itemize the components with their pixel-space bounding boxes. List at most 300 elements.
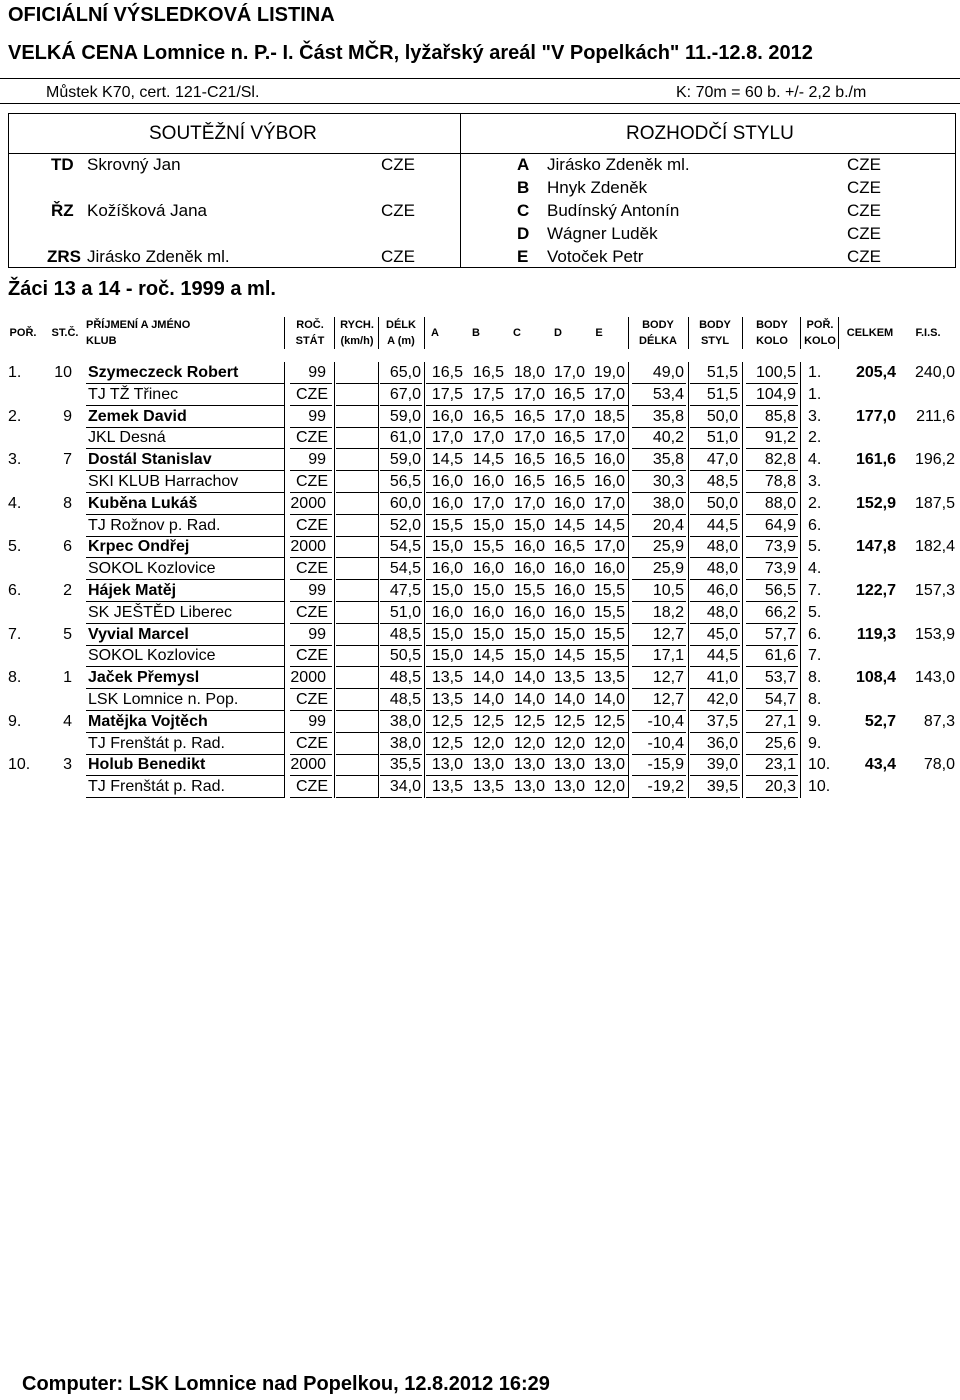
judge-score: 17,0 (553, 364, 585, 381)
points-round: 53,7 (764, 669, 796, 687)
cell-separator (424, 384, 425, 406)
cell-separator (688, 667, 689, 689)
cell-separator (628, 471, 629, 493)
cell-separator (742, 667, 743, 689)
points-distance: 20,4 (652, 516, 684, 534)
round-rank: 6. (808, 516, 822, 534)
cell-separator (424, 362, 425, 384)
judge-score: 17,0 (553, 407, 585, 425)
rank: 3. (8, 451, 22, 469)
round-rank: 2. (808, 494, 822, 512)
judge-score: 15,5 (431, 516, 463, 534)
points-style: 46,0 (706, 582, 738, 599)
footer-computer: Computer: LSK Lomnice nad Popelkou, 12.8.2012 16:29 (22, 1373, 550, 1395)
cell-separator (334, 754, 335, 776)
judge-score: 12,5 (553, 712, 585, 730)
cell-separator (334, 493, 335, 515)
athlete-name: Dostál Stanislav (88, 451, 212, 469)
judge-score: 17,0 (593, 494, 625, 512)
round-rank: 6. (808, 625, 822, 643)
round-rank: 10. (808, 778, 831, 796)
judge-score: 12,5 (593, 712, 625, 730)
col-bib: ST.Č. (51, 327, 79, 339)
judge-score: 15,0 (553, 625, 585, 643)
judge-score: 16,0 (513, 538, 545, 556)
round-rank: 4. (808, 451, 822, 469)
col-speed-line2: (km/h) (340, 335, 374, 347)
cell-separator (334, 580, 335, 602)
judge-score: 16,5 (553, 451, 585, 469)
judge-score: 14,0 (553, 691, 585, 708)
cell-separator (284, 493, 285, 515)
cell-separator (688, 449, 689, 471)
points-style: 50,0 (706, 494, 738, 512)
fis-points: 153,9 (914, 625, 955, 643)
athlete-name: Matějka Vojtěch (88, 712, 208, 730)
cell-separator (424, 427, 425, 449)
bib: 3 (63, 756, 72, 774)
cell-separator (628, 667, 629, 689)
points-distance: -15,9 (647, 756, 684, 774)
fis-points: 143,0 (914, 669, 955, 687)
cell-underline (86, 797, 284, 798)
birth-year: 99 (308, 407, 326, 425)
cell-separator (334, 384, 335, 406)
cell-separator (378, 689, 379, 711)
judge-score: 15,0 (472, 516, 504, 534)
judge-score: 16,0 (593, 451, 625, 469)
judge-score: 17,0 (513, 385, 545, 403)
cell-separator (688, 754, 689, 776)
judge-score: 16,5 (553, 538, 585, 556)
points-distance: 12,7 (652, 625, 684, 643)
cell-separator (378, 602, 379, 624)
points-distance: 35,8 (652, 451, 684, 469)
cell-separator (800, 645, 801, 667)
cell-separator (628, 406, 629, 428)
athlete-name: Vyvial Marcel (88, 625, 189, 643)
points-round: 25,6 (764, 734, 796, 752)
points-style: 47,0 (706, 451, 738, 469)
cell-separator (628, 711, 629, 733)
points-style: 45,0 (706, 625, 738, 643)
fis-points: 240,0 (914, 364, 955, 381)
cell-separator (284, 754, 285, 776)
distance: 61,0 (389, 429, 421, 447)
col-judge-d: D (554, 327, 562, 339)
judge-score: 14,0 (472, 669, 504, 687)
judge-score: 15,5 (593, 582, 625, 599)
cell-separator (742, 733, 743, 755)
cell-separator (334, 776, 335, 798)
bib: 4 (63, 712, 72, 730)
result-row-round2 (0, 733, 960, 755)
birth-year: 2000 (290, 756, 326, 774)
cell-separator (628, 624, 629, 646)
points-style: 51,5 (706, 385, 738, 403)
points-style: 48,5 (706, 473, 738, 490)
k-point-info: K: 70m = 60 b. +/- 2,2 b./m (676, 84, 867, 101)
cell-separator (688, 689, 689, 711)
points-distance: -19,2 (647, 778, 684, 796)
nation: CZE (296, 473, 328, 490)
nation: CZE (296, 734, 328, 752)
cell-separator (284, 711, 285, 733)
rank: 7. (8, 625, 22, 643)
judge-score: 17,0 (472, 429, 504, 447)
cell-separator (378, 493, 379, 515)
distance: 51,0 (389, 603, 421, 621)
total-points: 108,4 (855, 669, 896, 687)
distance: 65,0 (389, 364, 421, 381)
birth-year: 99 (308, 582, 326, 599)
judge-score: 15,5 (593, 603, 625, 621)
points-style: 51,0 (706, 429, 738, 447)
judge-score: 18,5 (593, 407, 625, 425)
cell-separator (424, 558, 425, 580)
col-name-line2: KLUB (86, 335, 117, 347)
result-row-round2 (0, 645, 960, 667)
result-row (0, 493, 960, 515)
judge-score: 16,5 (553, 473, 585, 490)
judge-score: 16,5 (513, 407, 545, 425)
cell-separator (688, 515, 689, 537)
judge-score: 14,0 (593, 691, 625, 708)
judge-score: 12,0 (513, 734, 545, 752)
nation: CZE (296, 647, 328, 665)
cell-separator (378, 754, 379, 776)
col-points-distance-line2: DÉLKA (639, 335, 677, 347)
points-style: 37,5 (706, 712, 738, 730)
judge-score: 13,0 (472, 756, 504, 774)
hill-info: Můstek K70, cert. 121-C21/Sl. (46, 84, 260, 101)
col-year-line1: ROČ. (296, 319, 324, 331)
divider (0, 103, 960, 104)
cell-separator (378, 427, 379, 449)
result-row (0, 754, 960, 776)
judge-letter: D (517, 224, 530, 243)
points-distance: -10,4 (647, 712, 684, 730)
points-distance: 18,2 (652, 603, 684, 621)
judge-nation: CZE (847, 224, 881, 243)
points-round: 82,8 (764, 451, 796, 469)
cell-separator (742, 776, 743, 798)
nation: CZE (296, 516, 328, 534)
bib: 6 (63, 538, 72, 556)
sep-judges (628, 317, 629, 349)
col-judge-c: C (513, 327, 521, 339)
col-points-style-line1: BODY (699, 319, 731, 331)
points-distance: 49,0 (652, 364, 684, 381)
cell-separator (334, 711, 335, 733)
cell-separator (800, 449, 801, 471)
cell-separator (688, 624, 689, 646)
points-round: 64,9 (764, 516, 796, 534)
points-distance: 53,4 (652, 385, 684, 403)
cell-separator (688, 580, 689, 602)
judge-score: 17,0 (431, 429, 463, 447)
divider (0, 78, 960, 79)
points-style: 42,0 (706, 691, 738, 708)
rank: 9. (8, 712, 22, 730)
points-round: 100,5 (755, 364, 796, 381)
nation: CZE (296, 603, 328, 621)
cell-underline (632, 797, 686, 798)
cell-separator (334, 536, 335, 558)
cell-separator (800, 602, 801, 624)
cell-separator (424, 776, 425, 798)
cell-separator (800, 515, 801, 537)
athlete-name: Szymeczeck Robert (88, 364, 239, 381)
committee-nation: CZE (381, 155, 415, 174)
judge-score: 16,0 (431, 494, 463, 512)
judge-score: 16,0 (593, 473, 625, 490)
cell-separator (334, 427, 335, 449)
judge-score: 15,0 (431, 582, 463, 599)
col-points-round-line2: KOLO (756, 335, 788, 347)
judge-name: Budínský Antonín (547, 201, 680, 220)
distance: 59,0 (389, 451, 421, 469)
nation: CZE (296, 778, 328, 796)
judge-nation: CZE (847, 247, 881, 266)
cell-separator (742, 471, 743, 493)
cell-separator (334, 733, 335, 755)
cell-separator (284, 427, 285, 449)
judge-score: 12,0 (553, 734, 585, 752)
athlete-name: Jaček Přemysl (88, 669, 200, 687)
distance: 48,5 (389, 669, 421, 687)
cell-underline (380, 797, 422, 798)
judge-score: 14,5 (431, 451, 463, 469)
distance: 67,0 (389, 385, 421, 403)
cell-separator (378, 449, 379, 471)
cell-separator (800, 733, 801, 755)
cell-separator (424, 406, 425, 428)
judge-score: 16,5 (553, 429, 585, 447)
rank: 4. (8, 494, 22, 512)
judge-score: 15,0 (431, 647, 463, 665)
cell-separator (284, 384, 285, 406)
distance: 59,0 (389, 407, 421, 425)
sep-pr (800, 317, 801, 349)
cell-separator (628, 362, 629, 384)
distance: 47,5 (389, 582, 421, 599)
distance: 50,5 (389, 647, 421, 665)
judge-score: 16,0 (431, 407, 463, 425)
round-rank: 2. (808, 429, 822, 447)
club: JKL Desná (88, 429, 166, 447)
points-style: 44,5 (706, 647, 738, 665)
cell-separator (284, 776, 285, 798)
points-round: 23,1 (764, 756, 796, 774)
judge-score: 14,5 (472, 451, 504, 469)
fis-points: 78,0 (923, 756, 955, 774)
points-style: 48,0 (706, 603, 738, 621)
cell-separator (334, 515, 335, 537)
sep-ps (742, 317, 743, 349)
round-rank: 9. (808, 712, 822, 730)
cell-separator (284, 558, 285, 580)
cell-separator (334, 667, 335, 689)
jury-box-divider (460, 114, 461, 267)
jury-box-header-line (9, 153, 955, 154)
judge-score: 14,0 (513, 691, 545, 708)
round-rank: 7. (808, 647, 822, 665)
nation: CZE (296, 429, 328, 447)
judge-score: 15,5 (513, 582, 545, 599)
col-total: CELKEM (846, 327, 894, 339)
points-style: 51,5 (706, 364, 738, 381)
cell-separator (424, 515, 425, 537)
judge-nation: CZE (847, 178, 881, 197)
cell-separator (800, 471, 801, 493)
judge-score: 14,5 (593, 516, 625, 534)
col-judge-e: E (595, 327, 603, 339)
committee-name: Skrovný Jan (87, 155, 181, 174)
cell-underline (426, 797, 628, 798)
cell-separator (378, 580, 379, 602)
points-round: 85,8 (764, 407, 796, 425)
total-points: 147,8 (855, 538, 896, 556)
cell-separator (742, 536, 743, 558)
cell-separator (284, 406, 285, 428)
judge-score: 13,5 (431, 691, 463, 708)
cell-separator (378, 733, 379, 755)
bib: 1 (63, 669, 72, 687)
birth-year: 2000 (290, 538, 326, 556)
points-round: 61,6 (764, 647, 796, 665)
cell-separator (334, 449, 335, 471)
cell-separator (424, 536, 425, 558)
cell-separator (378, 515, 379, 537)
judge-score: 16,0 (513, 603, 545, 621)
result-row-round2 (0, 602, 960, 624)
judge-score: 16,5 (431, 364, 463, 381)
points-distance: 25,9 (652, 538, 684, 556)
col-year-line2: STÁT (295, 335, 325, 347)
cell-separator (742, 624, 743, 646)
cell-separator (742, 449, 743, 471)
judge-score: 17,0 (472, 494, 504, 512)
cell-separator (742, 580, 743, 602)
judge-score: 17,5 (431, 385, 463, 403)
cell-separator (800, 536, 801, 558)
cell-separator (628, 493, 629, 515)
birth-year: 99 (308, 712, 326, 730)
cell-separator (628, 580, 629, 602)
judge-score: 17,0 (593, 538, 625, 556)
fis-points: 157,3 (914, 582, 955, 599)
committee-name: Jirásko Zdeněk ml. (87, 247, 230, 266)
judge-score: 15,0 (472, 582, 504, 599)
birth-year: 99 (308, 625, 326, 643)
cell-separator (284, 471, 285, 493)
cell-separator (424, 493, 425, 515)
cell-separator (688, 384, 689, 406)
total-points: 152,9 (855, 494, 896, 512)
distance: 38,0 (389, 712, 421, 730)
cell-separator (628, 754, 629, 776)
judge-score: 15,0 (513, 647, 545, 665)
judge-score: 15,0 (472, 625, 504, 643)
bib: 10 (54, 364, 72, 381)
cell-separator (284, 645, 285, 667)
judge-name: Votoček Petr (547, 247, 644, 266)
club: SOKOL Kozlovice (88, 560, 216, 578)
nation: CZE (296, 691, 328, 708)
judge-score: 13,5 (553, 669, 585, 687)
judge-score: 19,0 (593, 364, 625, 381)
round-rank: 4. (808, 560, 822, 578)
cell-separator (334, 602, 335, 624)
judge-name: Jirásko Zdeněk ml. (547, 155, 690, 174)
cell-separator (334, 471, 335, 493)
cell-separator (284, 624, 285, 646)
judge-score: 16,0 (431, 560, 463, 578)
judge-score: 14,5 (472, 647, 504, 665)
points-round: 73,9 (764, 560, 796, 578)
round-rank: 1. (808, 364, 822, 381)
committee-nation: CZE (381, 201, 415, 220)
club: SOKOL Kozlovice (88, 647, 216, 665)
cell-separator (688, 711, 689, 733)
committee-role: ZRS (47, 247, 81, 266)
cell-separator (628, 733, 629, 755)
cell-separator (628, 558, 629, 580)
points-round: 27,1 (764, 712, 796, 730)
cell-separator (800, 689, 801, 711)
cell-separator (800, 406, 801, 428)
result-row-round2 (0, 558, 960, 580)
cell-separator (378, 384, 379, 406)
judge-score: 17,0 (593, 385, 625, 403)
cell-separator (424, 733, 425, 755)
judge-letter: E (517, 247, 529, 266)
judge-score: 12,5 (472, 712, 504, 730)
judge-score: 16,0 (513, 560, 545, 578)
points-style: 36,0 (706, 734, 738, 752)
points-style: 44,5 (706, 516, 738, 534)
club: TJ TŽ Třinec (88, 385, 179, 403)
judge-score: 16,0 (472, 603, 504, 621)
judge-score: 15,0 (513, 516, 545, 534)
bib: 9 (63, 407, 72, 425)
birth-year: 2000 (290, 669, 326, 687)
cell-separator (424, 711, 425, 733)
committee-title: SOUTĚŽNÍ VÝBOR (149, 123, 317, 144)
cell-separator (742, 493, 743, 515)
judge-score: 16,0 (553, 603, 585, 621)
points-round: 78,8 (764, 473, 796, 490)
points-style: 41,0 (706, 669, 738, 687)
round-rank: 9. (808, 734, 822, 752)
cell-separator (628, 449, 629, 471)
col-rank: POŘ. (9, 327, 37, 339)
judge-score: 16,0 (553, 560, 585, 578)
points-distance: 35,8 (652, 407, 684, 425)
fis-points: 182,4 (914, 538, 955, 556)
cell-separator (742, 602, 743, 624)
cell-separator (688, 362, 689, 384)
birth-year: 2000 (290, 494, 326, 512)
judge-score: 14,5 (553, 647, 585, 665)
fis-points: 211,6 (916, 407, 955, 425)
cell-separator (424, 602, 425, 624)
round-rank: 8. (808, 691, 822, 708)
round-rank: 1. (808, 385, 822, 403)
result-row (0, 711, 960, 733)
col-fis: F.I.S. (915, 327, 941, 339)
